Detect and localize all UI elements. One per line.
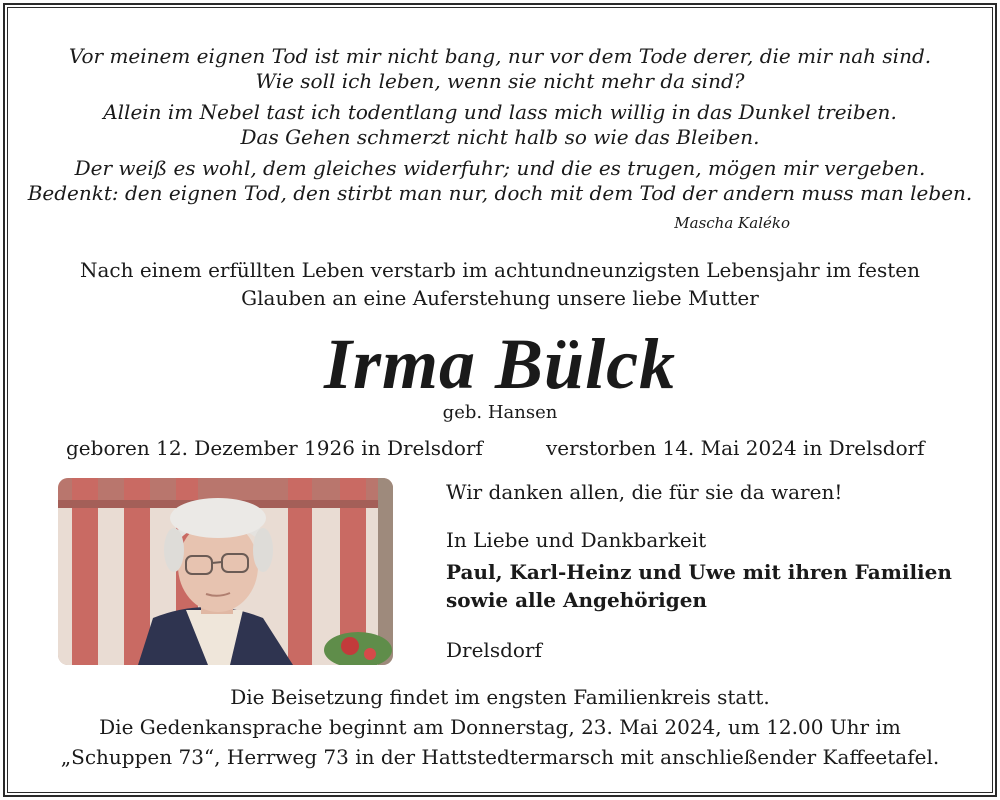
deceased-name: Irma Bülck (323, 324, 677, 404)
birth-name: geb. Hansen (442, 402, 558, 423)
place-line: Drelsdorf (446, 638, 542, 662)
memorial-line: „Schuppen 73“, Herrweg 73 in der Hattstedtermarsch mit anschließender Kaffeetafel. (60, 745, 940, 769)
poem-author: Mascha Kaléko (674, 214, 790, 232)
memorial-line: Die Gedenkansprache beginnt am Donnerstag, 23. Mai 2024, um 12.00 Uhr im (99, 715, 901, 739)
poem-line: Vor meinem eignen Tod ist mir nicht bang, nur vor dem Tode derer, die mir nah sind. (68, 44, 932, 68)
intro-line: Glauben an eine Auferstehung unsere liebe Mutter (241, 286, 759, 310)
birth-date: geboren 12. Dezember 1926 in Drelsdorf (66, 436, 483, 460)
poem-line: Der weiß es wohl, dem gleiches widerfuhr; und die es trugen, mögen mir vergeben. (74, 156, 926, 180)
thanks-line: Wir danken allen, die für sie da waren! (446, 480, 843, 504)
closing-line: In Liebe und Dankbarkeit (446, 528, 707, 552)
poem-line: Wie soll ich leben, wenn sie nicht mehr da sind? (255, 69, 745, 93)
poem-line: Das Gehen schmerzt nicht halb so wie das Bleiben. (240, 125, 760, 149)
poem-line: Bedenkt: den eignen Tod, den stirbt man nur, doch mit dem Tod der andern muss man leben. (27, 181, 973, 205)
family-line: sowie alle Angehörigen (446, 588, 707, 612)
death-date: verstorben 14. Mai 2024 in Drelsdorf (546, 436, 925, 460)
thanks-block (446, 478, 976, 664)
family-line: Paul, Karl-Heinz und Uwe mit ihren Familien (446, 560, 952, 584)
portrait-photo (58, 478, 393, 665)
intro-text (20, 256, 980, 312)
poem (20, 44, 980, 206)
announcement (20, 682, 980, 772)
intro-line: Nach einem erfüllten Leben verstarb im achtundneunzigsten Lebensjahr im festen (79, 258, 921, 282)
poem-line: Allein im Nebel tast ich todentlang und lass mich willig in das Dunkel treiben. (103, 100, 897, 124)
burial-line: Die Beisetzung findet im engsten Familienkreis statt. (230, 685, 770, 709)
